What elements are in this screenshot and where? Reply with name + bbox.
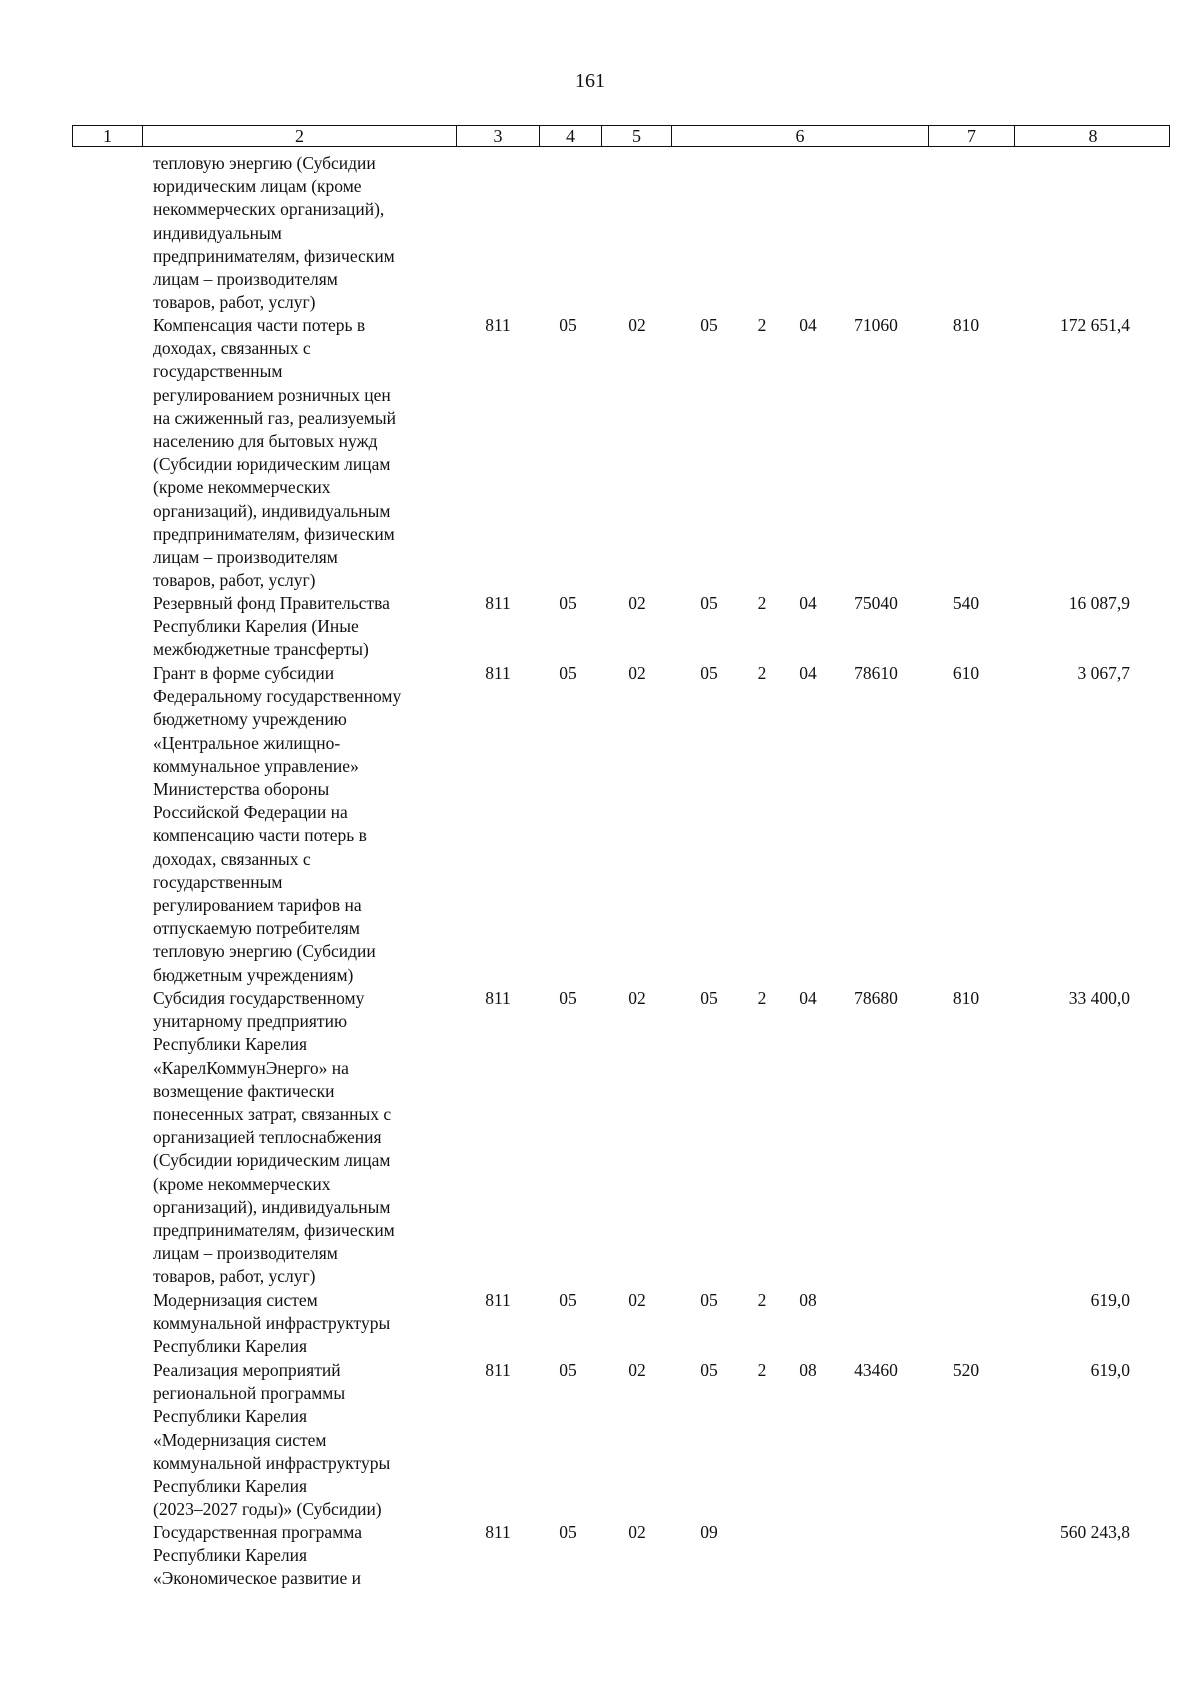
code-c3: 811 [485,315,511,335]
code-c7: 610 [952,663,980,683]
code-c7: 810 [952,315,980,335]
table-header [72,125,1170,147]
code-c6-direction: 71060 [854,315,898,335]
code-c6-program: 05 [700,315,718,335]
table-row [0,592,1200,662]
code-c3: 811 [485,988,511,1008]
row-description: Компенсация части потерь в доходах, связанных с государственным регулированием розничных цен на сжиженный газ, реализуемый населению для бытовых нужд (Субсидии юридическим лицам (кроме некоммерческих организаций), индивидуальным предпринимателям, физическим лицам – производителям товаров, работ, услуг) [153,315,396,591]
code-c5: 02 [628,315,646,335]
code-c5: 02 [628,1290,646,1310]
header-col-4: 4 [539,126,601,146]
row-description: тепловую энергию (Субсидии юридическим лицам (кроме некоммерческих организаций), индивидуальным предпринимателям, физическим лицам – производителям товаров, работ, услуг) [153,153,395,313]
code-c6-direction: 78680 [854,988,898,1008]
code-c6-program: 05 [700,593,718,613]
table-row [0,1521,1200,1591]
code-c6-direction: 43460 [854,1360,898,1380]
code-c6-program: 05 [700,1290,718,1310]
code-c7: 540 [952,593,980,613]
code-c5: 02 [628,988,646,1008]
amount-c8: 172 651,4 [1060,315,1130,335]
code-c6-subprogram: 2 [757,1360,767,1380]
code-c6-subprogram: 2 [757,988,767,1008]
code-c3: 811 [485,1522,511,1542]
code-c6-event: 04 [799,315,817,335]
code-c4: 05 [559,593,577,613]
code-c5: 02 [628,593,646,613]
row-description: Модернизация систем коммунальной инфраструктуры Республики Карелия [153,1290,391,1357]
code-c6-program: 05 [700,988,718,1008]
amount-c8: 3 067,7 [1077,663,1130,683]
table-row [0,1359,1200,1521]
code-c6-subprogram: 2 [757,315,767,335]
code-c4: 05 [559,988,577,1008]
code-c3: 811 [485,663,511,683]
code-c5: 02 [628,1522,646,1542]
code-c6-direction: 78610 [854,663,898,683]
row-description: Грант в форме субсидии Федеральному государственному бюджетному учреждению «Центральное жилищно- коммунальное управление» Министерства обороны Российской Федерации на компенсацию части потерь в доходах, связанных с государственным регулированием тарифов на отпускаемую потребителям тепловую энергию (Субсидии бюджетным учреждениям) [153,663,402,985]
code-c6-event: 04 [799,663,817,683]
code-c6-subprogram: 2 [757,663,767,683]
table-row [0,314,1200,592]
header-col-7: 7 [928,126,1014,146]
code-c4: 05 [559,1360,577,1380]
amount-c8: 619,0 [1090,1290,1130,1310]
header-col-1: 1 [103,126,112,146]
code-c3: 811 [485,1360,511,1380]
code-c7: 520 [952,1360,980,1380]
amount-c8: 560 243,8 [1060,1522,1130,1542]
code-c3: 811 [485,593,511,613]
code-c6-program: 05 [700,1360,718,1380]
table-row [0,662,1200,987]
row-description: Субсидия государственному унитарному предприятию Республики Карелия «КарелКоммунЭнерго» на возмещение фактически понесенных затрат, связанных с организацией теплоснабжения (Субсидии юридическим лицам (кроме некоммерческих организаций), индивидуальным предпринимателям, физическим лицам – производителям товаров, работ, услуг) [153,988,395,1287]
code-c4: 05 [559,1522,577,1542]
code-c6-event: 04 [799,593,817,613]
code-c4: 05 [559,1290,577,1310]
header-col-5: 5 [601,126,671,146]
header-col-2: 2 [142,126,456,146]
code-c5: 02 [628,1360,646,1380]
code-c3: 811 [485,1290,511,1310]
table-row [0,987,1200,1289]
code-c4: 05 [559,663,577,683]
amount-c8: 16 087,9 [1068,593,1130,613]
code-c6-subprogram: 2 [757,593,767,613]
code-c6-event: 08 [799,1290,817,1310]
code-c4: 05 [559,315,577,335]
code-c5: 02 [628,663,646,683]
code-c6-subprogram: 2 [757,1290,767,1310]
header-col-3: 3 [456,126,539,146]
table-body [0,152,1200,1591]
row-description: Государственная программа Республики Карелия «Экономическое развитие и [153,1522,362,1589]
code-c6-direction: 75040 [854,593,898,613]
code-c6-program: 09 [700,1522,718,1542]
amount-c8: 33 400,0 [1068,988,1130,1008]
table-row [0,1289,1200,1359]
header-col-6: 6 [671,126,928,146]
code-c6-event: 04 [799,988,817,1008]
code-c7: 810 [952,988,980,1008]
page-number: 161 [575,70,605,92]
row-description: Резервный фонд Правительства Республики Карелия (Иные межбюджетные трансферты) [153,593,390,660]
code-c6-event: 08 [799,1360,817,1380]
code-c6-program: 05 [700,663,718,683]
row-description: Реализация мероприятий региональной программы Республики Карелия «Модернизация систем коммунальной инфраструктуры Республики Карелия (2023–2027 годы)» (Субсидии) [153,1360,391,1520]
amount-c8: 619,0 [1090,1360,1130,1380]
table-row [0,152,1200,314]
header-col-8: 8 [1014,126,1171,146]
